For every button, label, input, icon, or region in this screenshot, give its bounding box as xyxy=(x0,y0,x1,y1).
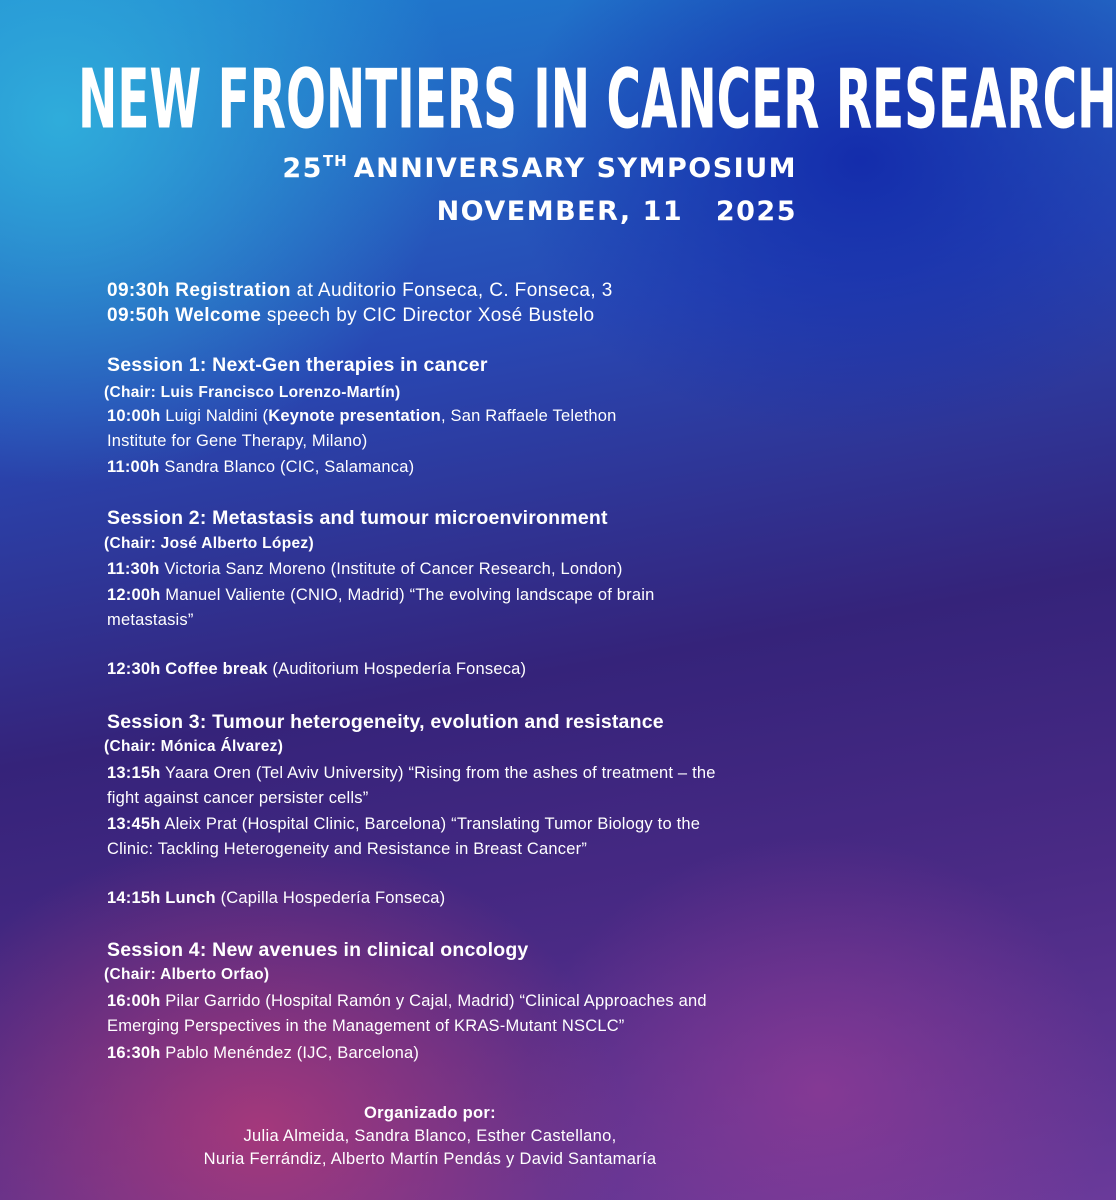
talk-affiliation: , San Raffaele Telethon Institute for Gene Therapy, Milano) xyxy=(107,407,617,450)
break-label: Lunch xyxy=(165,889,216,907)
talk-speaker: Manuel Valiente (CNIO, Madrid) “The evolving landscape of brain metastasis” xyxy=(107,586,655,629)
session-1-chair: (Chair: Luis Francisco Lorenzo-Martín) xyxy=(104,384,401,401)
break-location: (Auditorium Hospedería Fonseca) xyxy=(267,660,527,678)
keynote-label: Keynote presentation xyxy=(268,407,441,425)
talk-time: 10:00h xyxy=(107,407,161,425)
organizers-line-1: Julia Almeida, Sandra Blanco, Esther Castellano, xyxy=(243,1127,617,1145)
registration-label: Registration xyxy=(175,280,291,301)
session-4-title: Session 4: New avenues in clinical oncology xyxy=(107,939,529,961)
poster-title: NEW FRONTIERS IN CANCER RESEARCH xyxy=(78,52,1116,149)
session-2-chair: (Chair: José Alberto López) xyxy=(104,535,314,552)
welcome-line xyxy=(107,303,613,328)
intro-schedule xyxy=(107,278,613,328)
session-4-talk-2 xyxy=(107,1041,747,1066)
session-2-talk-1 xyxy=(107,557,747,582)
session-4-chair: (Chair: Alberto Orfao) xyxy=(104,966,270,983)
organizers-heading: Organizado por: xyxy=(364,1104,496,1122)
registration-line xyxy=(107,278,613,303)
event-date: NOVEMBER, 11 2025 xyxy=(436,196,797,227)
session-3-talk-1 xyxy=(107,761,727,811)
talk-time: 11:00h xyxy=(107,458,160,476)
registration-time: 09:30h xyxy=(107,280,170,301)
anniversary-label: ANNIVERSARY SYMPOSIUM xyxy=(353,153,797,184)
talk-time: 13:15h xyxy=(107,764,161,782)
talk-time: 12:00h xyxy=(107,586,161,604)
talk-time: 16:30h xyxy=(107,1044,161,1062)
session-2-title: Session 2: Metastasis and tumour microenvironment xyxy=(107,507,608,529)
poster-subtitle xyxy=(282,152,797,184)
session-3-chair: (Chair: Mónica Álvarez) xyxy=(104,738,284,755)
welcome-detail: speech by CIC Director Xosé Bustelo xyxy=(261,305,595,326)
break-time: 12:30h xyxy=(107,660,161,678)
registration-detail: at Auditorio Fonseca, C. Fonseca, 3 xyxy=(290,280,613,301)
talk-time: 16:00h xyxy=(107,992,161,1010)
session-2-talk-2 xyxy=(107,583,707,633)
anniversary-number: 25 xyxy=(282,153,323,184)
talk-speaker: Sandra Blanco (CIC, Salamanca) xyxy=(159,458,415,476)
break-label: Coffee break xyxy=(165,660,268,678)
organizers-line-2: Nuria Ferrándiz, Alberto Martín Pendás y David Santamaría xyxy=(203,1150,657,1168)
anniversary-suffix: TH xyxy=(322,152,348,170)
session-1-talk-1 xyxy=(107,404,677,454)
talk-time: 11:30h xyxy=(107,560,160,578)
talk-speaker: Pablo Menéndez (IJC, Barcelona) xyxy=(160,1044,420,1062)
session-3-talk-2 xyxy=(107,812,737,862)
talk-speaker: Aleix Prat (Hospital Clinic, Barcelona) “Translating Tumor Biology to the Clinic: Tackling Heterogeneity and Resistance in Breast Cancer” xyxy=(107,815,701,858)
talk-speaker: Yaara Oren (Tel Aviv University) “Rising from the ashes of treatment – the fight against cancer persister cells” xyxy=(107,764,716,807)
break-location: (Capilla Hospedería Fonseca) xyxy=(215,889,446,907)
session-1-title: Session 1: Next-Gen therapies in cancer xyxy=(107,354,488,376)
coffee-break xyxy=(107,660,526,679)
talk-speaker: Victoria Sanz Moreno (Institute of Cancer Research, London) xyxy=(159,560,623,578)
welcome-label: Welcome xyxy=(175,305,262,326)
session-4-talk-1 xyxy=(107,989,732,1039)
lunch-break xyxy=(107,889,445,908)
break-time: 14:15h xyxy=(107,889,161,907)
talk-speaker: Pilar Garrido (Hospital Ramón y Cajal, Madrid) “Clinical Approaches and Emerging Perspectives in the Management of KRAS-Mutant NSCLC” xyxy=(107,992,707,1035)
talk-time: 13:45h xyxy=(107,815,161,833)
session-1-talk-2 xyxy=(107,455,747,480)
welcome-time: 09:50h xyxy=(107,305,170,326)
session-3-title: Session 3: Tumour heterogeneity, evolution and resistance xyxy=(107,711,664,733)
talk-speaker: Luigi Naldini ( xyxy=(160,407,269,425)
